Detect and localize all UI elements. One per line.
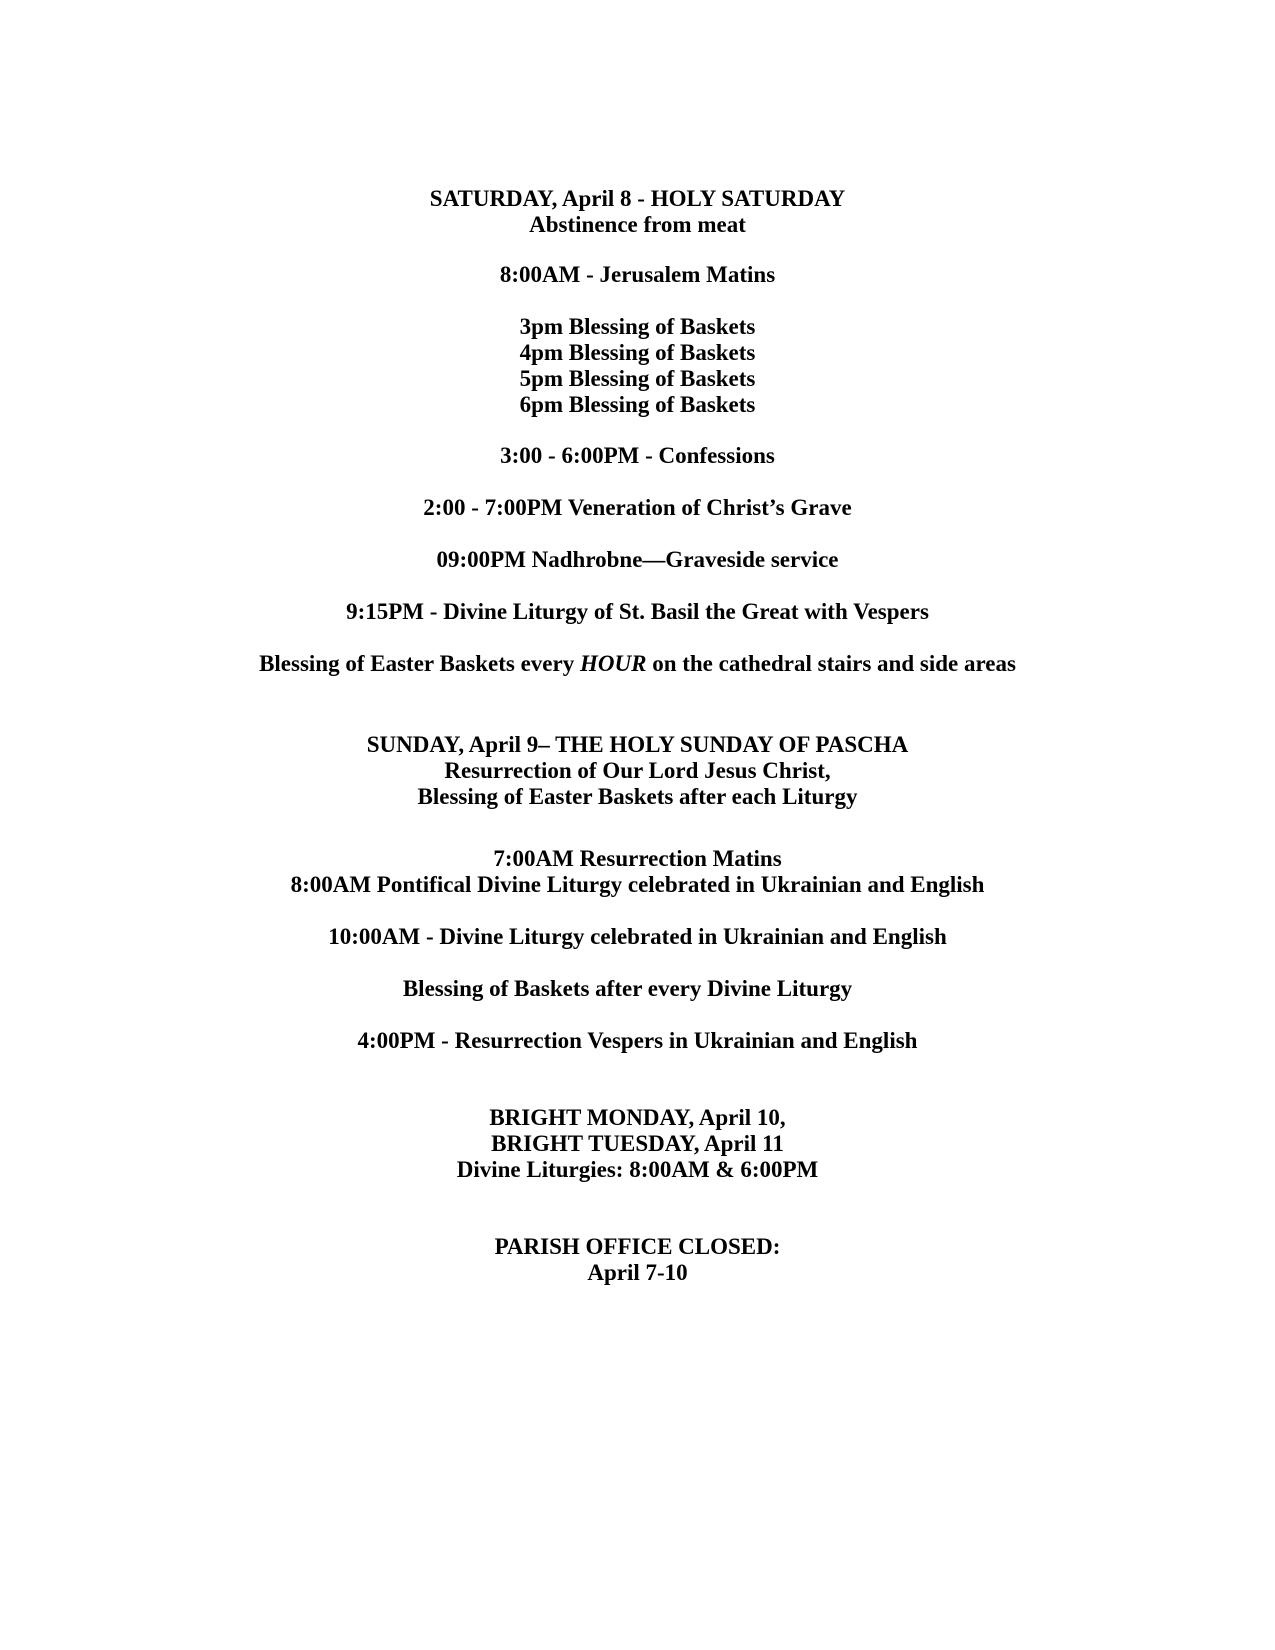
pascha-basket-note: Blessing of Easter Baskets after each Liturgy [417,784,858,809]
hourly-note-before: Blessing of Easter Baskets every [259,651,580,676]
parish-office-dates: April 7-10 [587,1260,688,1285]
graveside-service: 09:00PM Nadhrobne—Graveside service [436,547,839,572]
st-basil-liturgy: 9:15PM - Divine Liturgy of St. Basil the Great with Vespers [346,599,929,624]
confessions: 3:00 - 6:00PM - Confessions [500,443,775,468]
resurrection-vespers: 4:00PM - Resurrection Vespers in Ukrainian and English [357,1028,918,1053]
resurrection-matins: 7:00AM Resurrection Matins [493,846,782,871]
hourly-basket-blessing-note [0,651,1275,677]
basket-blessing-6pm: 6pm Blessing of Baskets [519,392,756,417]
baskets-after-liturgy: Blessing of Baskets after every Divine Liturgy [402,976,853,1001]
abstinence-note: Abstinence from meat [529,212,746,237]
pascha-sunday-heading: SUNDAY, April 9– THE HOLY SUNDAY OF PASCHA [366,732,909,757]
veneration-of-grave: 2:00 - 7:00PM Veneration of Christ’s Grave [423,495,852,520]
bright-days-liturgies: Divine Liturgies: 8:00AM & 6:00PM [456,1157,819,1182]
pontifical-liturgy: 8:00AM Pontifical Divine Liturgy celebrated in Ukrainian and English [290,872,985,897]
pascha-subtitle: Resurrection of Our Lord Jesus Christ, [444,758,831,783]
bright-tuesday: BRIGHT TUESDAY, April 11 [491,1131,784,1156]
jerusalem-matins: 8:00AM - Jerusalem Matins [499,262,776,287]
hourly-note-after: on the cathedral stairs and side areas [646,651,1016,676]
bright-monday: BRIGHT MONDAY, April 10, [489,1105,786,1130]
basket-blessing-5pm: 5pm Blessing of Baskets [519,366,756,391]
hourly-note-emphasis: HOUR [579,651,647,676]
parish-office-heading: PARISH OFFICE CLOSED: [494,1234,781,1259]
basket-blessing-3pm: 3pm Blessing of Baskets [519,314,756,339]
basket-blessing-4pm: 4pm Blessing of Baskets [519,340,756,365]
liturgy-10am: 10:00AM - Divine Liturgy celebrated in Ukrainian and English [328,924,947,949]
holy-saturday-heading: SATURDAY, April 8 - HOLY SATURDAY [429,186,846,211]
